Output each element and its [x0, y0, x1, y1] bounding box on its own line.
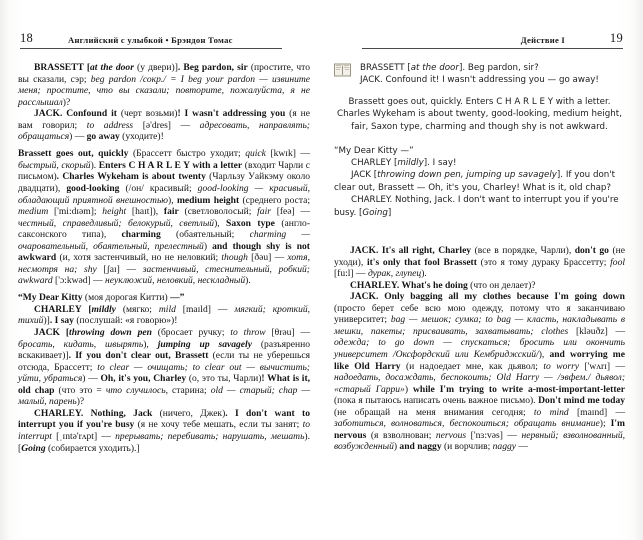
text-run: (если ты не уберешься отсюда, Брассетт; [18, 350, 310, 373]
text-run: нервный; взволнованный, возбужденный [334, 429, 625, 453]
text-run: good-looking [66, 182, 120, 194]
dialog-lines [360, 62, 625, 87]
audio-track-marker-block [334, 62, 625, 87]
text-run: ). [90, 159, 99, 171]
text-run: (я не вам говорил; [18, 108, 310, 131]
text-run: —” [170, 292, 185, 304]
text-run: [ðəu] — [247, 252, 288, 264]
text-run: (пока я пытаюсь написать очень важное письмо). [334, 395, 539, 407]
left-running-title: Английский с улыбкой • Брэндон Томас [68, 35, 233, 45]
text-run: beg pardon /сокр./ = I beg your pardon — извините меня; простите, что вы сказали; повторите, пожалуйста, я не расслышал [18, 73, 310, 108]
text-run: . I don't want to interrupt you if you're busy [18, 407, 310, 431]
text-run: (у двери)] [133, 62, 178, 73]
text-run: что случилось [105, 384, 166, 396]
text-run: адресовать, направлять; обращаться [18, 119, 310, 143]
left-page-number: 18 [20, 31, 34, 45]
text-run: [ə'dres] — [133, 119, 200, 131]
text-run: throwing down pen [69, 327, 152, 339]
text-run: fair [163, 206, 179, 218]
text-run: JACK [ [351, 170, 378, 181]
text-run: ); [599, 418, 611, 430]
paragraph [334, 145, 625, 157]
text-run: bag — мешок; сумка; to bag — класть, накладывать в мешки, пакеты; присваивать, захватывать; clothes [334, 314, 626, 337]
stage-direction-line: Charles Wykeham is about twenty, good-looking, medium height, [337, 109, 622, 120]
text-run: quick [245, 148, 266, 160]
text-run: (это я тому дураку Брассетту; [476, 256, 611, 268]
text-run: (и надоедает мне, как дьявол; [400, 360, 544, 372]
text-run: I'm nervous [334, 418, 625, 441]
text-run: at the door [90, 62, 134, 73]
text-run: [kləuðz] — [568, 325, 625, 337]
text-run: мягкий; кроткий, тихий [18, 303, 311, 327]
text-run: прерывать; перебивать; нарушать, мешать [115, 430, 305, 442]
text-run: ) — [69, 131, 87, 143]
text-run: Going [362, 207, 388, 218]
text-run: to clear — очищать; to clear out — вычистить; уйти, убраться [18, 361, 310, 385]
paragraph [18, 304, 310, 327]
text-run: ). [245, 275, 251, 287]
section-spacer [334, 219, 625, 245]
text-run: charming [121, 229, 161, 241]
text-run: [maɪnd] — [568, 406, 625, 418]
text-run: (простите, что вы сказали, сэр; [18, 62, 310, 85]
text-run: “My Dear Kitty —” [334, 145, 414, 156]
text-run: [kwɪk] — [265, 148, 310, 160]
text-run: fair [257, 206, 271, 218]
text-run: BRASSETT [34, 62, 87, 73]
text-run: JACK. Confound it [34, 108, 117, 120]
text-run: (моя дорогая Китти) [82, 292, 171, 304]
text-run: Saxon type [226, 217, 275, 229]
text-run: (входит Чарли с письмом) [18, 159, 310, 183]
stage-direction-line: fair, Saxon type, charming and though shy is not awkward. [351, 122, 608, 132]
text-run: ]. I say! [423, 158, 457, 168]
dialog-line [360, 74, 625, 86]
text-run: nervous [435, 429, 467, 441]
text-run: (послушай: «я говорю»)! [73, 315, 178, 327]
text-run: mildly [91, 303, 116, 315]
text-run: )? [62, 96, 71, 108]
text-run: [ˌɪntə'rʌpt] — [51, 430, 116, 442]
text-run: честный, справедливый; белокурый, светлый [18, 217, 215, 229]
text-run: ) [203, 240, 213, 252]
text-run: ! I wasn't addressing you [177, 108, 286, 120]
text-run: to interrupt [18, 419, 310, 442]
text-run: don't go [574, 245, 609, 257]
text-run: ). [ [18, 430, 310, 454]
text-run: mildly [397, 158, 424, 168]
text-run: [maɪld] — [175, 303, 235, 315]
text-run: ) [393, 441, 400, 453]
text-run: jumping up savagely [157, 338, 252, 350]
text-run: (англо-саксонского типа), [18, 217, 310, 241]
text-run: . Beg pardon, sir [177, 62, 248, 73]
paragraph [334, 280, 625, 292]
text-run: JACK [ [34, 327, 70, 339]
text-run: CHARLEY. Nothing, Jack. I don't want to interrupt you if you're busy. [ [334, 195, 619, 218]
text-run: [fu:l] — [334, 268, 368, 280]
text-run: (бросает ручку; [151, 327, 231, 339]
text-run: ), [143, 338, 158, 350]
text-run: shy [83, 263, 97, 275]
text-run: быстрый, скорый [18, 159, 91, 171]
right-running-header [362, 28, 623, 49]
text-run: (что он делает)? [467, 279, 536, 291]
text-run: ]. Beg pardon, sir? [458, 63, 539, 73]
right-running-title: Действие I [520, 35, 565, 45]
text-run: ) — [82, 373, 101, 385]
text-run: дурак, глупец [367, 268, 422, 280]
text-run: throwing down pen, jumping up savagely [377, 170, 557, 181]
text-run: “My Dear Kitty [18, 292, 83, 304]
right-page-annotated-body [334, 245, 625, 453]
text-run: ]. If you don't clear out, Brassett — Oh, it's you, Charley! What is it, old chap? [334, 170, 616, 193]
text-run: (черт возьми) [116, 108, 178, 120]
text-run: . I say [49, 315, 74, 327]
text-run: (уходите)! [119, 131, 164, 143]
right-page-number: 19 [609, 31, 623, 45]
text-run: go away [86, 131, 120, 143]
paragraph [334, 291, 625, 453]
dialog-line [360, 62, 625, 74]
paragraph [334, 169, 625, 194]
text-run: mild [158, 303, 176, 315]
text-run: CHARLEY. What's he doing [350, 279, 468, 291]
text-run: . Charles Wykeham is about twenty [56, 171, 206, 183]
text-run: and though shy is not awkward [18, 240, 310, 264]
text-run: (я взволнован; [366, 429, 436, 441]
text-run: and naggy [399, 441, 442, 453]
text-run: medium height [176, 194, 240, 206]
paragraph [18, 108, 310, 143]
text-run: Brassett goes out, quickly [18, 148, 129, 160]
text-run: [haɪt]), [126, 206, 164, 218]
text-run: to worry [543, 360, 580, 372]
text-run: JACK. Only bagging all my clothes because I'm going down [350, 291, 625, 303]
text-run: (ничего, Джек) [152, 407, 226, 419]
text-run: to throw [230, 327, 266, 339]
text-run: Don't mind me today [538, 395, 625, 407]
text-run: charming — очаровательный, обаятельный, прелестный [18, 229, 310, 252]
paragraph [334, 194, 625, 219]
text-run: Oh, it's you, Charley [100, 373, 187, 385]
text-run: though [221, 252, 248, 264]
text-run: ['wʌrɪ] — [579, 360, 626, 372]
text-run: , старина; [165, 384, 211, 396]
text-run: застенчивый, стеснительный, робкий; [142, 263, 310, 275]
text-run: . If you don't clear out, Brassett [68, 350, 209, 362]
paragraph [18, 62, 310, 108]
text-run: (собирается уходить).] [45, 442, 140, 454]
text-run: (не обращай на меня внимания сегодня; [334, 406, 534, 418]
plain-paragraphs [334, 145, 625, 219]
text-run: (светловолосый; [178, 206, 258, 218]
text-run: )] [43, 315, 50, 327]
text-run: ), [168, 194, 177, 206]
text-run: good-looking — красивый, обладающий приятной внешностью [18, 182, 310, 206]
text-run: (среднего роста; [239, 194, 310, 206]
text-run: it's only that fool Brassett [366, 256, 477, 268]
text-run: (просто берет себе всю мою одежду, потому что я заканчиваю университет; [334, 302, 625, 326]
text-run: неуклюжий, неловкий, нескладный [105, 275, 246, 287]
text-run: CHARLEY [ [34, 303, 92, 315]
text-run: BRASSETT [ [360, 63, 411, 73]
text-run: [θrəu] — [265, 327, 311, 339]
paragraph [334, 245, 625, 280]
text-run: (и, хотя застенчивый, но не неловкий; [56, 252, 222, 264]
text-run: height [102, 206, 127, 218]
text-run: (разъяренно вскакивает)] [18, 338, 311, 362]
text-run: (Чарльзу Уайкэму около двадцати), [18, 171, 310, 194]
text-run: надоедать, досаждать, беспокоить; Old Harry — /эвфем./ дьявол; «старый Гарри» [334, 372, 625, 395]
stage-direction [334, 96, 625, 134]
text-run: (/он/ красивый; [119, 182, 198, 194]
text-run: Enters C H A R L E Y with a letter [98, 159, 243, 171]
paragraph [334, 157, 625, 169]
text-run: (все в порядке, Чарли), [471, 245, 575, 257]
text-run: (я не хочу тебе мешать, если ты занят; [134, 419, 303, 431]
text-run: and worrying me like Old Harry [334, 348, 626, 372]
text-run: (Брассетт быстро уходит; [128, 148, 246, 160]
text-run: (мягко; [115, 303, 159, 315]
text-run: ['ɔ:kwəd] — [52, 275, 106, 287]
text-run: to mind [533, 406, 569, 418]
text-run: заботиться, волноваться, беспокоиться; обращать внимание [334, 418, 600, 430]
text-run: CHARLEY [ [351, 158, 398, 168]
text-run: (что это = [54, 384, 106, 396]
text-run: ), [214, 217, 227, 229]
text-run: awkward [18, 275, 53, 287]
paragraph [18, 292, 310, 304]
text-run: to address [86, 119, 134, 131]
text-run: [ [86, 62, 91, 73]
text-run: [ʃaɪ] — [96, 263, 143, 275]
open-book-icon [334, 63, 351, 77]
right-page [322, 0, 643, 540]
text-run: ). [421, 268, 427, 280]
text-run: JACK. It's all right, Charley [350, 245, 472, 257]
left-page-body [18, 62, 310, 454]
text-run: ] [387, 207, 392, 218]
text-run: while I'm trying to write a-most-important-letter [413, 383, 625, 395]
text-run: at the door [410, 63, 459, 73]
text-run: naggy [492, 441, 516, 453]
text-run: JACK. Confound it! I wasn't addressing you — go away! [360, 75, 599, 86]
text-run: (о, это ты, Чарли) [186, 373, 262, 385]
text-run: (обаятельный; [160, 229, 250, 241]
text-run: fool [610, 256, 625, 268]
text-run: ! What is it, old chap [18, 373, 311, 396]
text-run: )? [76, 396, 85, 408]
paragraph [18, 148, 310, 287]
stage-direction-line: Brassett goes out, quickly. Enters C H A R L E Y with a letter. [348, 96, 611, 107]
paragraph [18, 408, 310, 454]
text-run: ['mi:dɪəm]; [48, 206, 103, 218]
text-run: ), [538, 348, 550, 360]
text-run: — [516, 441, 528, 453]
text-run: [feə] — [270, 206, 311, 218]
text-run: ['nɜ:vəs] — [466, 429, 522, 441]
text-run: old — старый; chap — малый, парень [18, 384, 310, 408]
paragraph [18, 327, 310, 408]
left-running-header [20, 28, 282, 49]
text-run: (и ворчлив; [441, 441, 493, 453]
text-run: бросать, кидать, швырять [18, 338, 144, 350]
text-run: medium [18, 206, 49, 218]
text-run: хотя, несмотря на; [18, 252, 310, 275]
text-run: Going [21, 442, 46, 454]
text-run: одежда; to go down — спускаться; бросить или окончить университет /Оксфордский или Кембриджский/ [334, 337, 625, 360]
right-page-plain-text [334, 62, 625, 219]
text-run: ) [404, 383, 413, 395]
text-run: (не уходи), [334, 245, 625, 268]
text-run: CHARLEY. Nothing, Jack [34, 407, 153, 419]
